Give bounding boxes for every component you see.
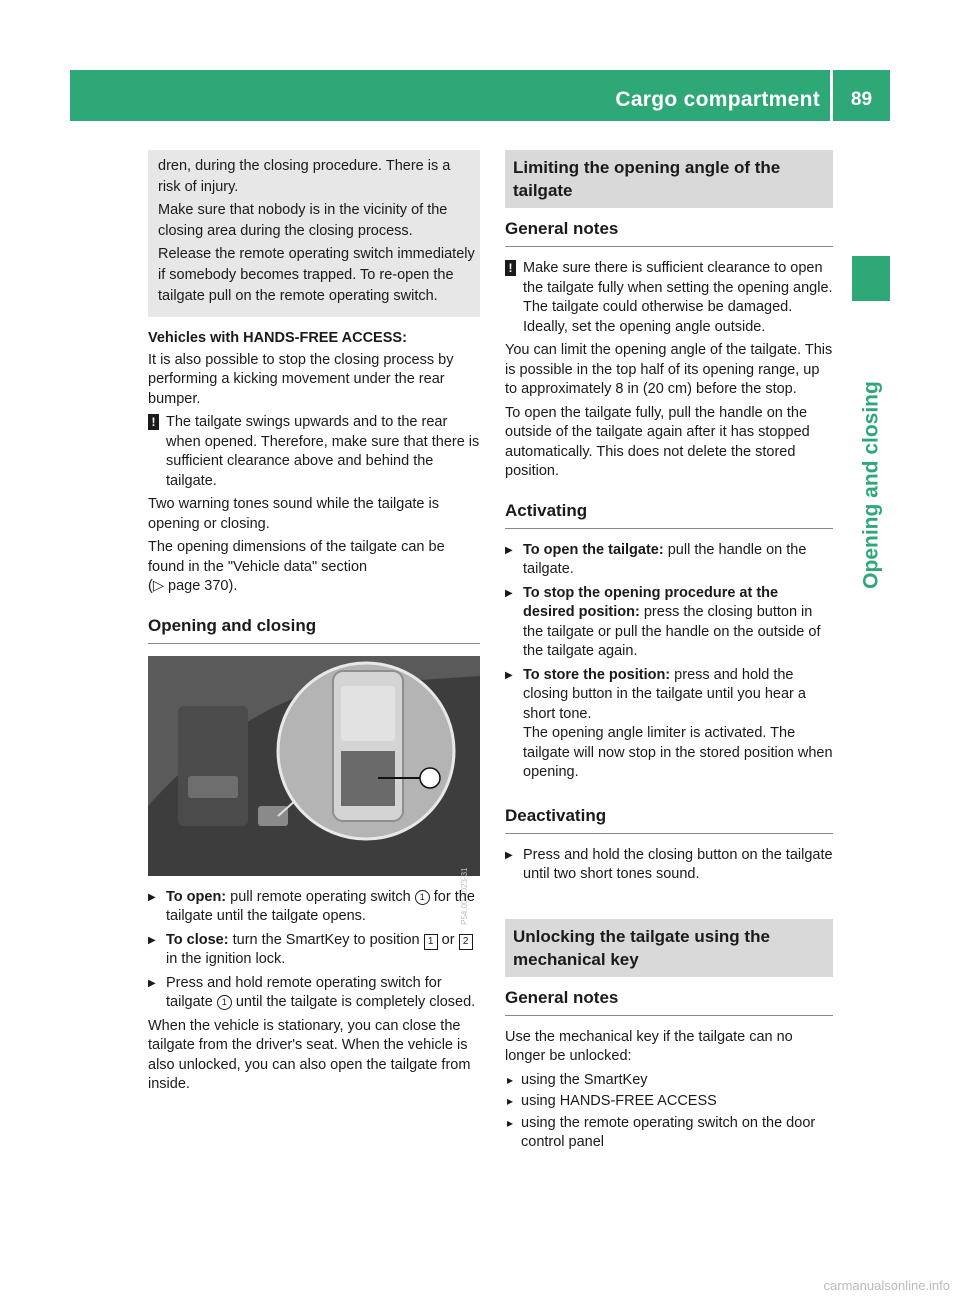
warning-line: Release the remote operating switch immediately if somebody becomes trapped. To re-open the tailgate pull on the remote operating switch. <box>158 246 475 304</box>
key-position-icon: 1 <box>424 934 438 950</box>
step-text: until the tailgate is completely closed. <box>235 994 476 1010</box>
side-tab-marker <box>852 256 890 301</box>
page-header-title: Cargo compartment <box>615 88 820 111</box>
list-item: ▸ using the SmartKey <box>505 1071 833 1091</box>
page-number: 89 <box>850 89 873 110</box>
paragraph: Use the mechanical key if the tailgate can no longer be unlocked: <box>505 1028 793 1064</box>
section-heading-limiting-angle: Limiting the opening angle of the tailgate <box>505 150 833 208</box>
step-label: To open the tailgate: <box>523 541 664 558</box>
page-reference-link[interactable]: (▷ page 370). <box>148 578 238 594</box>
paragraph: Two warning tones sound while the tailgate is opening or closing. <box>148 496 439 532</box>
warning-box <box>148 150 480 317</box>
footer-watermark: carmanualsonline.info <box>823 1278 950 1293</box>
exclamation-icon: ! <box>505 260 516 276</box>
step-text: turn the SmartKey to position <box>232 931 420 948</box>
section-heading-unlocking: Unlocking the tailgate using the mechanical key <box>505 919 833 977</box>
hands-free-text: It is also possible to stop the closing process by performing a kicking movement under the rear bumper. <box>148 351 454 407</box>
subheading-general-notes-2: General notes <box>505 987 833 1016</box>
hands-free-heading: Vehicles with HANDS-FREE ACCESS: <box>148 330 407 346</box>
step-text: The opening angle limiter is activated. The tailgate will now stop in the stored position when opening. <box>523 725 833 780</box>
step-text: or <box>441 931 455 948</box>
exclamation-icon: ! <box>148 414 159 430</box>
right-column <box>505 150 833 1155</box>
note-text: The tailgate swings upwards and to the rear when opened. Therefore, make sure that there is sufficient clearance above and behind the tailgate. <box>166 414 480 489</box>
step-close <box>148 931 480 970</box>
step-text: for the tailgate until the tailgate opens. <box>166 888 475 924</box>
warning-line: Make sure that nobody is in the vicinity of the closing area during the closing process. <box>158 202 448 239</box>
step-press-hold <box>148 974 480 1013</box>
step-activate-open <box>505 541 833 580</box>
step-text: press and hold the closing button in the tailgate until you hear a short tone. <box>523 666 806 722</box>
paragraph: When the vehicle is stationary, you can close the tailgate from the driver's seat. When the vehicle is also unlocked, you can also open the tailgate from inside. <box>148 1017 471 1092</box>
step-text: in the ignition lock. <box>166 951 286 967</box>
side-chapter-label: Opening and closing <box>859 381 883 589</box>
left-column <box>148 150 480 1099</box>
step-activate-store <box>505 666 833 783</box>
note-block <box>505 259 833 337</box>
step-label: To stop the opening procedure at the desired position: <box>523 584 779 620</box>
key-position-icon: 2 <box>459 934 473 950</box>
paragraph: You can limit the opening angle of the tailgate. This is possible in the top half of its opening range, up to approximately 8 in (20 cm) before the stop. <box>505 342 833 397</box>
step-label: To store the position: <box>523 666 671 683</box>
door-panel-illustration <box>148 656 480 876</box>
photo-reference-id: P54.00-3023-31 <box>459 867 469 925</box>
step-text: pull the handle on the tailgate. <box>523 541 807 577</box>
subheading-deactivating: Deactivating <box>505 805 833 834</box>
step-label: To open: <box>166 888 227 905</box>
warning-line: dren, during the closing procedure. There is a risk of injury. <box>158 158 451 195</box>
list-item: ▸ using HANDS-FREE ACCESS <box>505 1092 833 1112</box>
callout-number-icon: 1 <box>415 890 430 905</box>
step-open <box>148 888 480 927</box>
paragraph-text: The opening dimensions of the tailgate can be found in the "Vehicle data" section <box>148 539 445 575</box>
list-item: ▸ using the remote operating switch on the door control panel <box>505 1114 833 1153</box>
step-text: pull remote operating switch <box>230 888 411 905</box>
step-text: Press and hold the closing button on the tailgate until two short tones sound. <box>523 846 833 882</box>
step-label: To close: <box>166 931 229 948</box>
subheading-general-notes: General notes <box>505 218 833 247</box>
note-text: Make sure there is sufficient clearance to open the tailgate fully when setting the opening angle. The tailgate could otherwise be damaged. Ideally, set the opening angle outside. <box>523 260 833 335</box>
step-text: Press and hold remote operating switch for tailgate <box>166 974 442 1010</box>
step-activate-stop <box>505 584 833 662</box>
subheading-activating: Activating <box>505 500 833 529</box>
paragraph: To open the tailgate fully, pull the handle on the outside of the tailgate again after it has stopped automatically. This does not delete the stored position. <box>505 404 810 479</box>
note-block <box>148 413 480 491</box>
callout-number-icon: 1 <box>217 995 232 1010</box>
step-text: press the closing button in the tailgate or pull the handle on the outside of the tailgate again. <box>523 604 821 659</box>
section-heading-opening-closing: Opening and closing <box>148 615 480 644</box>
paragraph <box>148 538 480 597</box>
step-deactivate <box>505 846 833 885</box>
